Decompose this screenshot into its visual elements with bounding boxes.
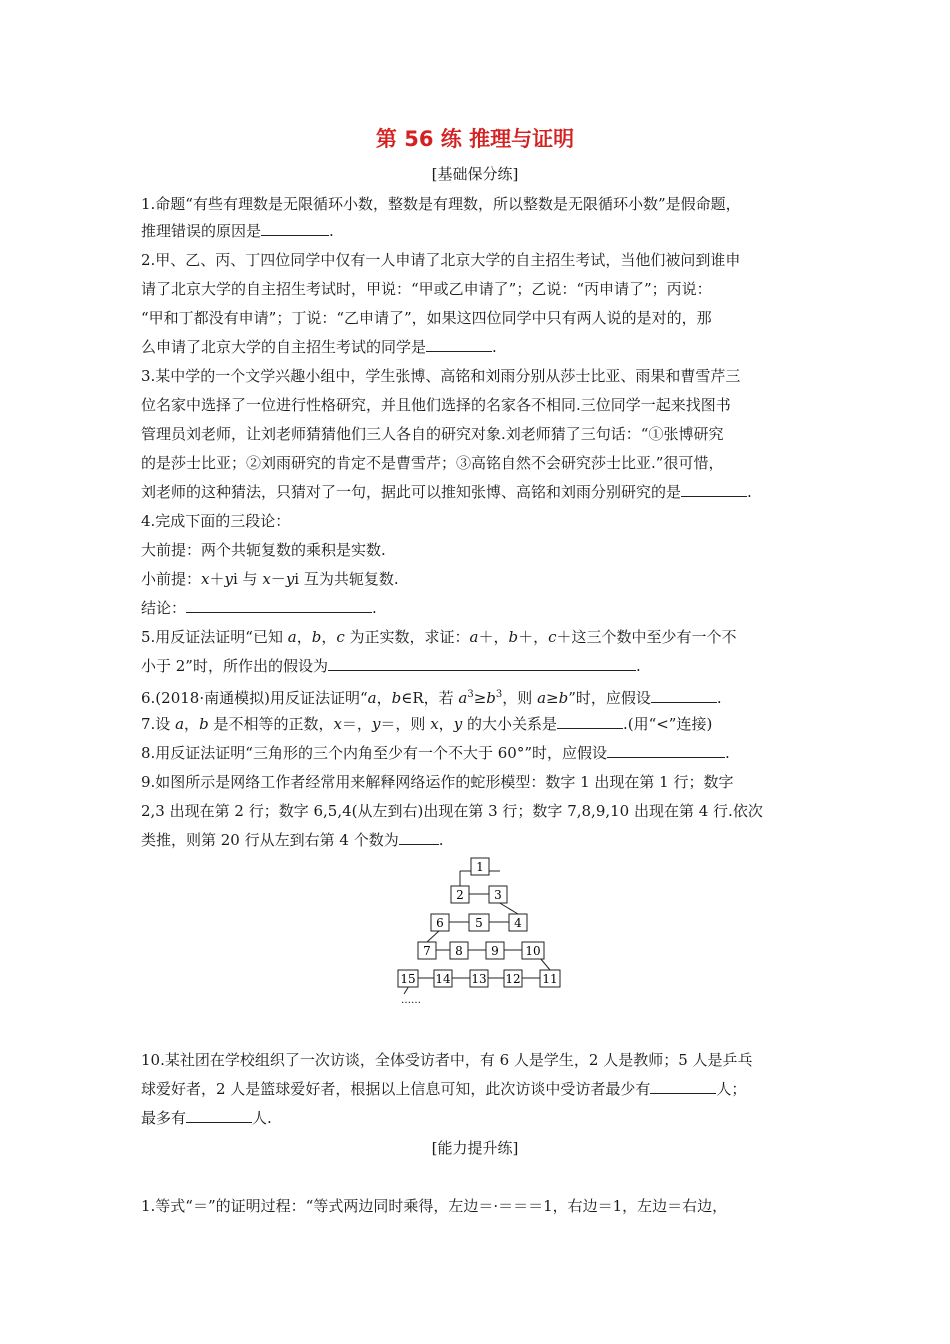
q2-line4: 么申请了北京大学的自主招生考试的同学是 . [141,338,497,356]
q7-answer-blank[interactable] [557,714,623,729]
q5-line1: 5.用反证法证明“已知 a，b，c 为正实数，求证：a＋，b＋，c＋这三个数中至少有一个不 [141,628,737,646]
q10-max-blank[interactable] [186,1108,252,1123]
diagram-number: 1 [476,860,484,874]
q4-line4: 结论： . [141,599,377,617]
diagram-number: 5 [475,916,483,930]
q3-line1: 3.某中学的一个文学兴趣小组中，学生张博、高铭和刘雨分别从莎士比亚、雨果和曹雪芹三 [141,367,741,385]
q10-min-blank[interactable] [650,1079,716,1094]
diagram-number: 14 [435,972,451,986]
q1-line2: 推理错误的原因是 . [141,222,334,240]
q8-answer-blank[interactable] [607,743,725,758]
diagram-number: 4 [514,916,522,930]
diagram-number: 3 [494,888,502,902]
adv1-line1: 1.等式“＝”的证明过程：“等式两边同时乘得，左边＝·＝＝＝1，右边＝1，左边＝右边， [141,1197,728,1215]
q1-line1: 1.命题“有些有理数是无限循环小数，整数是有理数，所以整数是无限循环小数”是假命题， [141,195,741,213]
q1-answer-blank[interactable] [261,221,329,236]
q9-answer-blank[interactable] [399,830,439,845]
q3-line4: 的是莎士比亚；②刘雨研究的肯定不是曹雪芹；③高铭自然不会研究莎士比亚.”很可惜， [141,454,724,472]
q4-line1: 4.完成下面的三段论： [141,512,291,530]
q3-line5: 刘老师的这种猜法，只猜对了一句，据此可以推知张博、高铭和刘雨分别研究的是 . [141,483,752,501]
q9-line2: 2,3 出现在第 2 行；数字 6,5,4(从左到右)出现在第 3 行；数字 7,8,9,10 出现在第 4 行.依次 [141,802,763,820]
q9-line3: 类推，则第 20 行从左到右第 4 个数为 . [141,831,444,849]
q2-line3: “甲和丁都没有申请”；丁说：“乙申请了”，如果这四位同学中只有两人说的是对的，那 [141,309,712,327]
q8-line: 8.用反证法证明“三角形的三个内角至少有一个不大于 60°”时，应假设 . [141,744,730,762]
section-advanced-heading: [能力提升练] [431,1139,519,1157]
q3-answer-blank[interactable] [681,482,747,497]
snake-model-diagram [380,850,580,1010]
diagram-number: 12 [505,972,521,986]
diagram-number: 15 [400,972,416,986]
diagram-number: 9 [491,944,499,958]
diagram-number: 2 [456,888,464,902]
diagram-number: 7 [423,944,431,958]
q6-line: 6.(2018·南通模拟)用反证法证明“a，b∈R，若 $a^3\ge b^3$，则 a≥b”时，应假设 . [141,689,722,707]
q4-line2: 大前提：两个共轭复数的乘积是实数. [141,541,386,559]
section-basic-heading: [基础保分练] [431,165,519,183]
q10-line1: 10.某社团在学校组织了一次访谈，全体受访者中，有 6 人是学生，2 人是教师；5 人是乒乓 [141,1051,753,1069]
q10-line3: 最多有 人. [141,1109,272,1127]
q2-line2: 请了北京大学的自主招生考试时，甲说：“甲或乙申请了”；乙说：“丙申请了”；丙说： [141,280,712,298]
diagram-number: 13 [471,972,487,986]
q5-answer-blank[interactable] [328,656,636,671]
q3-line2: 位名家中选择了一位进行性格研究，并且他们选择的名家各不相同.三位同学一起来找图书 [141,396,731,414]
page-title: 第 56 练 推理与证明 [375,127,575,151]
diagram-ellipsis: …… [401,995,421,1006]
diagram-number: 10 [525,944,541,958]
q2-line1: 2.甲、乙、丙、丁四位同学中仅有一人申请了北京大学的自主招生考试，当他们被问到谁申 [141,251,741,269]
diagram-boxes [398,858,560,1006]
q3-line3: 管理员刘老师，让刘老师猜猜他们三人各自的研究对象.刘老师猜了三句话：“①张博研究 [141,425,724,443]
q5-line2: 小于 2”时，所作出的假设为 . [141,657,641,675]
q10-line2: 球爱好者，2 人是篮球爱好者，根据以上信息可知，此次访谈中受访者最少有 人； [141,1080,747,1098]
diagram-number: 8 [455,944,463,958]
q7-line: 7.设 a，b 是不相等的正数，x＝，y＝，则 x，y 的大小关系是 .(用“<”连接) [141,715,713,733]
q9-line1: 9.如图所示是网络工作者经常用来解释网络运作的蛇形模型：数字 1 出现在第 1 行；数字 [141,773,734,791]
q6-answer-blank[interactable] [651,688,717,703]
diagram-number: 11 [542,972,558,986]
q4-answer-blank[interactable] [186,598,372,613]
diagram-number: 6 [436,916,444,930]
q4-line3: 小前提：x＋yi 与 x－yi 互为共轭复数. [141,570,399,588]
q2-answer-blank[interactable] [426,337,492,352]
